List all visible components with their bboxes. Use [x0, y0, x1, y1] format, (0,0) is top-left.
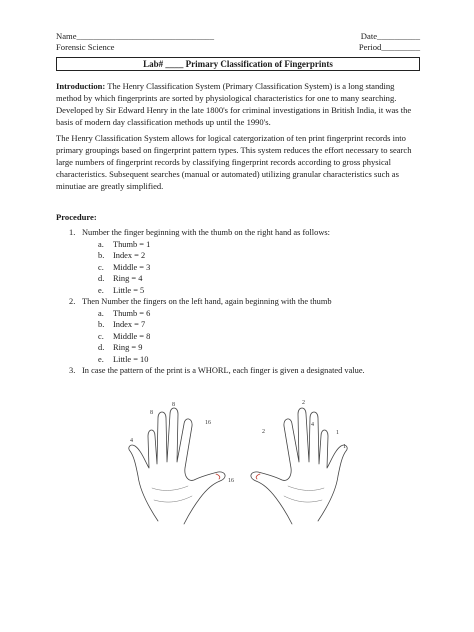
left-ring-value: 8: [150, 410, 153, 416]
sub-text: Index = 2: [113, 251, 146, 260]
sub-letter: a.: [98, 308, 104, 318]
step-text: Number the finger beginning with the thumb on the right hand as follows:: [82, 228, 330, 237]
sub-text: Ring = 4: [113, 274, 143, 283]
step-number: 3.: [69, 366, 76, 375]
left-little-value: 4: [130, 438, 133, 444]
date-field[interactable]: Date__________: [360, 31, 420, 41]
right-ring-value: 1: [336, 430, 339, 436]
sub-text: Ring = 9: [113, 343, 143, 352]
sub-letter: e.: [98, 285, 104, 295]
sub-letter: c.: [98, 262, 104, 272]
sub-letter: e.: [98, 354, 104, 364]
sub-text: Middle = 8: [113, 331, 151, 341]
sub-text: Thumb = 6: [113, 308, 151, 318]
left-middle-value: 8: [172, 402, 175, 408]
name-field[interactable]: Name________________________________: [56, 31, 215, 41]
lab-title: Lab# ____ Primary Classification of Fingerprints: [56, 57, 420, 71]
sub-text: Middle = 3: [113, 262, 151, 272]
sub-letter: a.: [98, 239, 104, 249]
sub-text: Index = 7: [113, 320, 146, 329]
system-description-paragraph: The Henry Classification System allows for logical catergorization of ten print fingerprint records into primary groupings based on fingerprint pattern types. This system reduces the effort necessary to search large numbers of fingerprint records by classifying fingerprint records according to gross physical characteristics. Subsequent searches (manual or automated) utilizing granular characteristics such as minutiae are greatly simplified.: [56, 133, 412, 191]
header-row-1: [56, 31, 420, 41]
sub-letter: c.: [98, 331, 104, 341]
right-thumb-tip-mark: [256, 474, 260, 479]
right-index-value: 2: [302, 400, 305, 406]
left-thumb-value: 16: [228, 478, 234, 484]
step-number: 2.: [69, 297, 76, 306]
left-index-value: 16: [205, 420, 211, 426]
step-text: In case the pattern of the print is a WHORL, each finger is given a designated value.: [82, 366, 365, 375]
right-palm-crease: [288, 486, 324, 490]
right-little-value: 1: [343, 444, 346, 450]
sub-letter: b.: [98, 320, 105, 329]
header-row-2: [56, 42, 420, 52]
sub-text: Little = 10: [113, 354, 149, 364]
sub-letter: d.: [98, 343, 105, 352]
right-thumb-value: 2: [262, 429, 265, 435]
introduction-paragraph: [56, 81, 422, 129]
sub-text: Thumb = 1: [113, 239, 151, 249]
right-hand-outline: [251, 408, 347, 524]
left-palm-crease: [154, 496, 192, 502]
subject-label: Forensic Science: [56, 42, 115, 52]
sub-letter: b.: [98, 251, 105, 260]
step-number: 1.: [69, 228, 76, 237]
procedure-label: Procedure:: [56, 212, 97, 222]
period-field[interactable]: Period_________: [358, 42, 420, 52]
right-middle-value: 4: [311, 422, 314, 428]
introduction-label: Introduction:: [56, 81, 106, 91]
hands-diagram: [118, 396, 358, 536]
right-palm-crease: [284, 496, 322, 502]
introduction-text: The Henry Classification System (Primary Classification System) is a long standing method by which fingerprints are sorted by physiological characteristics for one to many searching. Developed by Sir Edward Henry in the late 1800's for criminal investigations in British India, it was the basis of modern day classification methods up until the 1990's.: [56, 81, 412, 127]
sub-letter: d.: [98, 274, 105, 283]
left-palm-crease: [152, 486, 188, 490]
step-text: Then Number the fingers on the left hand, again beginning with the thumb: [82, 297, 332, 306]
sub-text: Little = 5: [113, 285, 145, 295]
left-thumb-tip-mark: [216, 474, 220, 479]
